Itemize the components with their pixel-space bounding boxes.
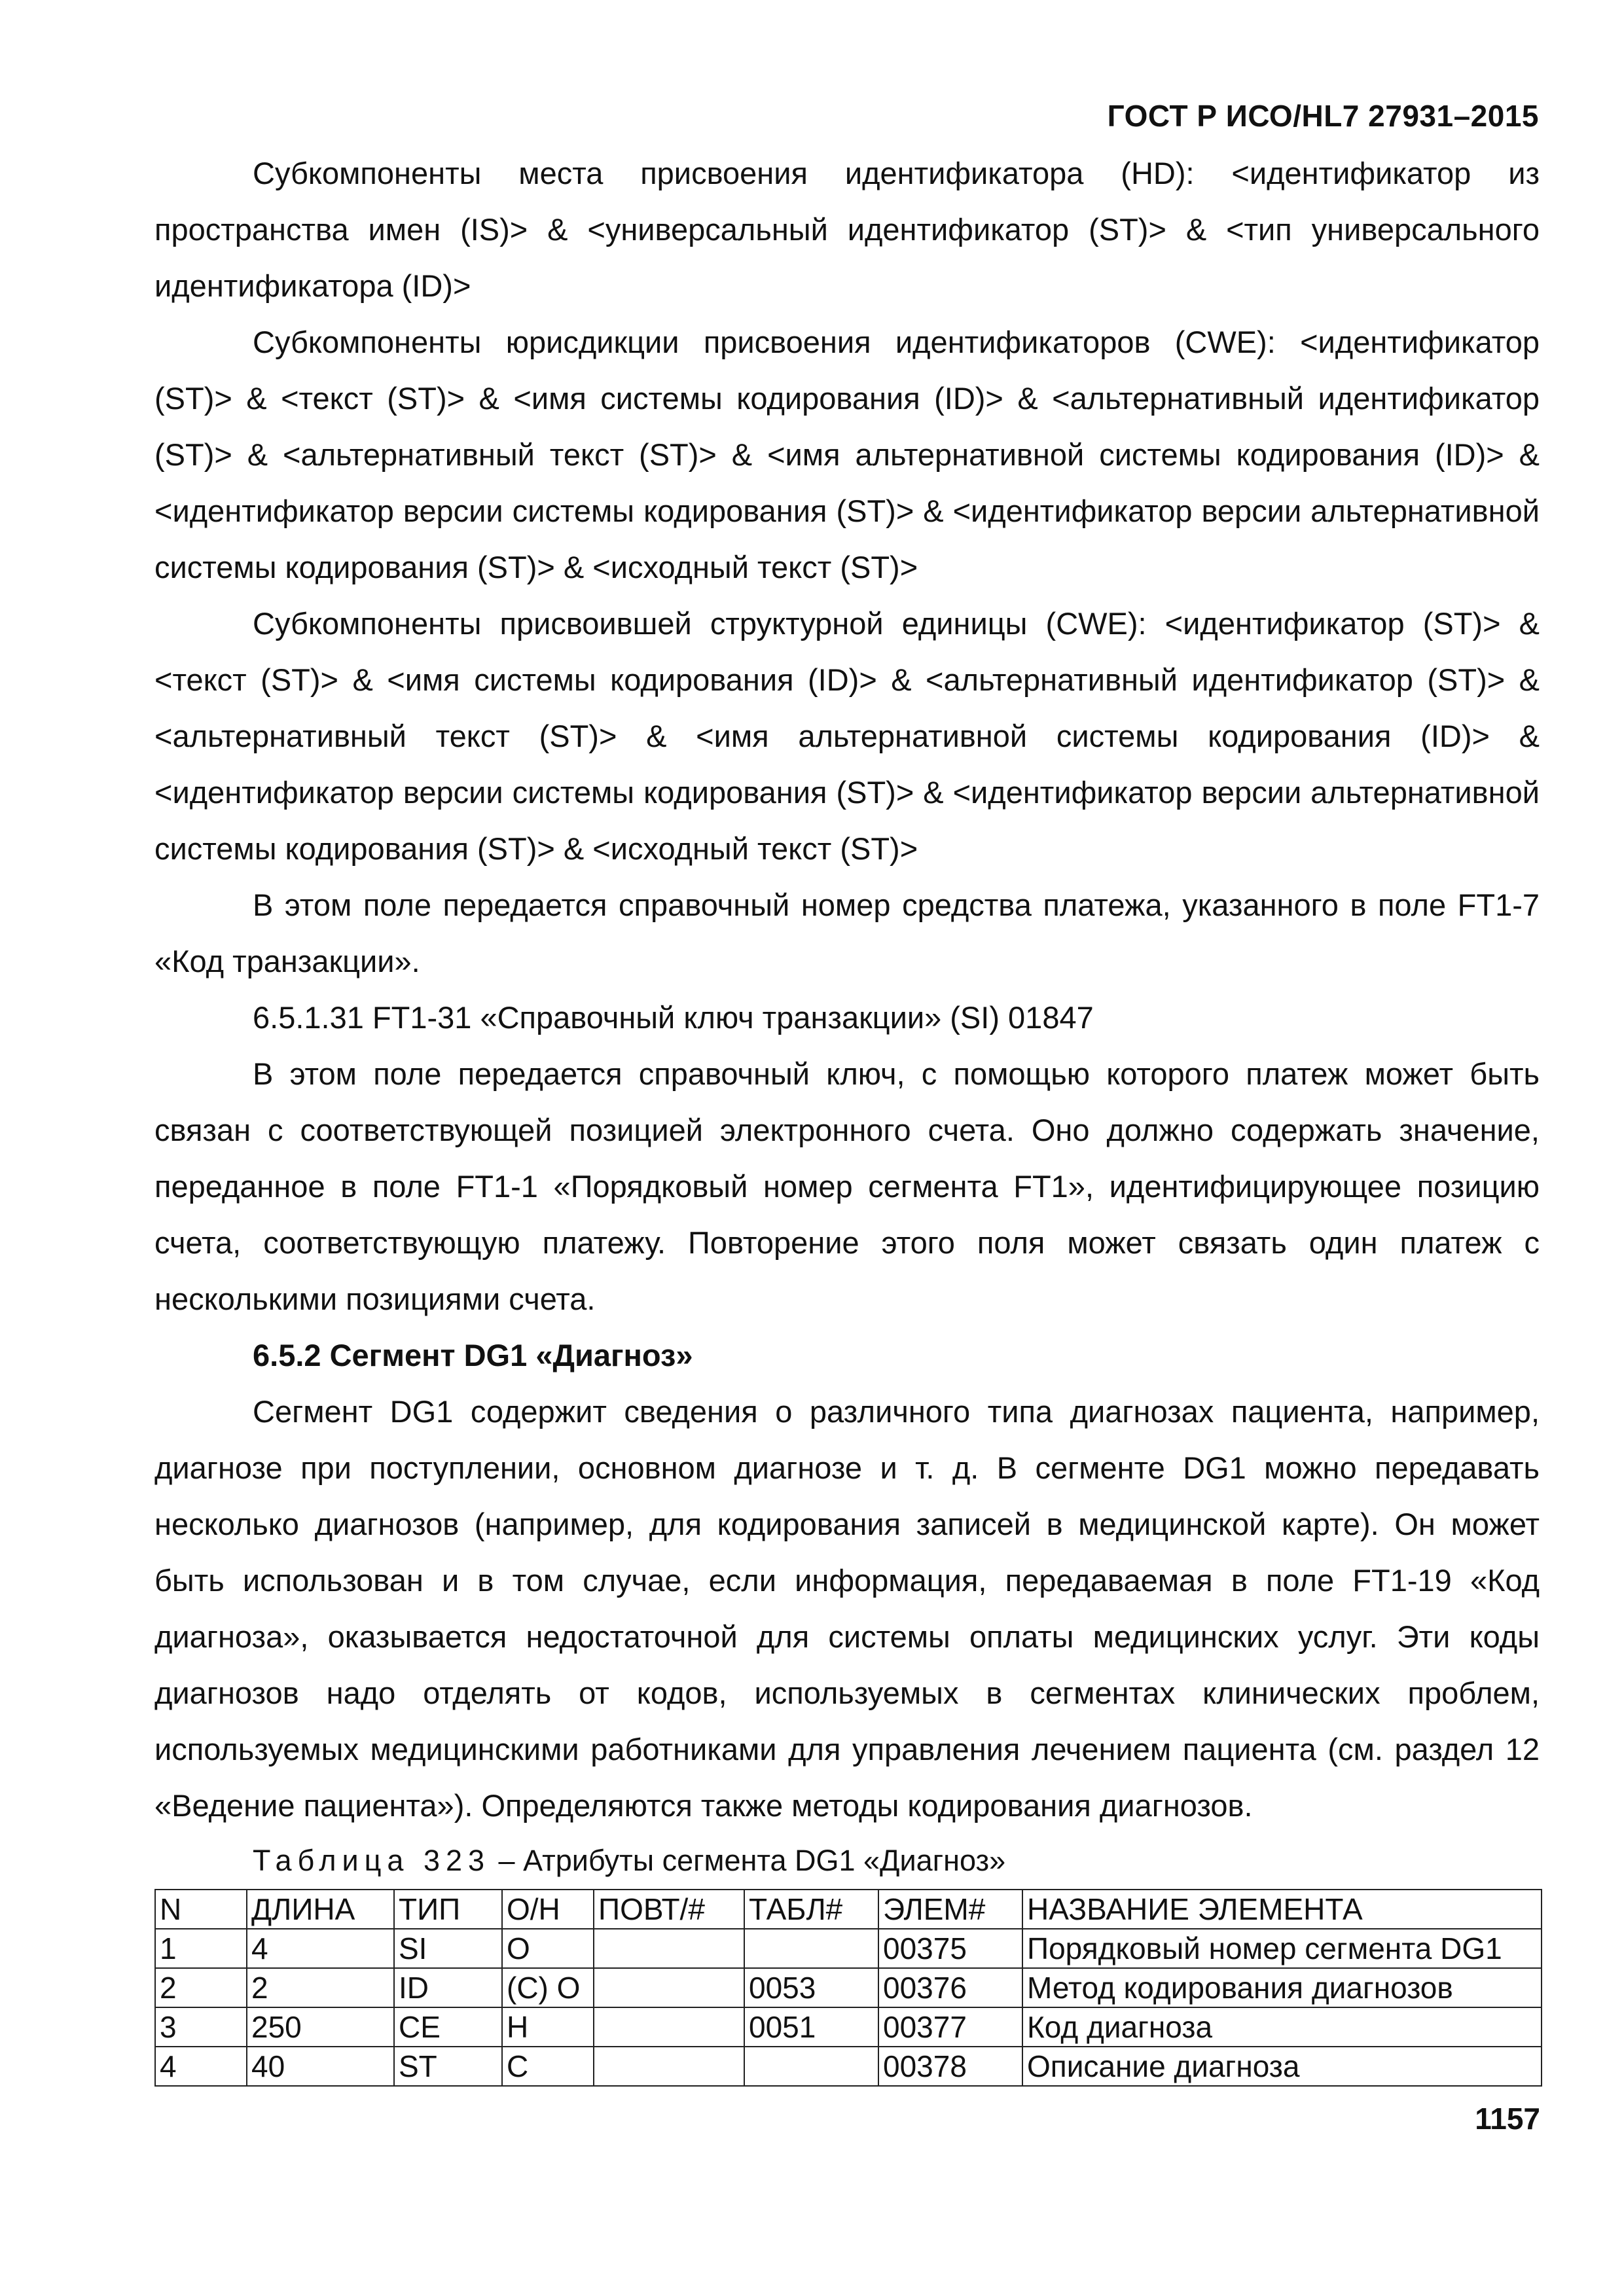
table-cell: 1 bbox=[155, 1929, 247, 1968]
table-cell: 250 bbox=[247, 2007, 394, 2047]
subsection-heading-ft1-31: 6.5.1.31 FT1-31 «Справочный ключ транзакции» (SI) 01847 bbox=[253, 1000, 1094, 1035]
paragraph-department-subcomponents: Субкомпоненты присвоившей структурной единицы (CWE): <идентификатор (ST)> & <текст (ST)> & <имя системы кодирования (ID)> & <альтернативный идентификатор (ST)> & <альтернативный текст (ST)> & <имя альтернативной системы кодирования (ID)> & <идентификатор версии системы кодирования (ST)> & <идентификатор версии альтернативной системы кодирования (ST)> & <исходный текст (ST)> bbox=[154, 606, 1540, 866]
page-number: 1157 bbox=[1475, 2102, 1540, 2136]
table-cell: Код диагноза bbox=[1022, 2007, 1542, 2047]
table-row bbox=[155, 2047, 1542, 2086]
table-cell: 2 bbox=[155, 1968, 247, 2007]
table-cell bbox=[594, 2047, 744, 2086]
paragraph-dg1-description: Сегмент DG1 содержит сведения о различного типа диагнозах пациента, например, диагнозе при поступлении, основном диагнозе и т. д. В сегменте DG1 можно передавать несколько диагнозов (например, для кодирования записей в медицинской карте). Он может быть использован и в том случае, если информация, передаваемая в поле FT1-19 «Код диагноза», оказывается недостаточной для системы оплаты медицинских услуг. Эти коды диагнозов надо отделять от кодов, используемых в сегментах клинических проблем, используемых медицинскими работниками для управления лечением пациента (см. раздел 12 «Ведение пациента»). Определяются также методы кодирования диагнозов. bbox=[154, 1394, 1540, 1823]
table-cell: C bbox=[502, 2047, 594, 2086]
table-cell bbox=[594, 1929, 744, 1968]
table-cell: H bbox=[502, 2007, 594, 2047]
table-cell bbox=[594, 2007, 744, 2047]
section-heading-dg1: 6.5.2 Сегмент DG1 «Диагноз» bbox=[253, 1338, 693, 1372]
table-cell: 4 bbox=[247, 1929, 394, 1968]
table-cell: 00377 bbox=[878, 2007, 1022, 2047]
table-cell: (C) O bbox=[502, 1968, 594, 2007]
table-row bbox=[155, 1968, 1542, 2007]
column-header-element: ЭЛЕМ# bbox=[878, 1890, 1022, 1929]
table-caption bbox=[154, 1835, 1540, 1886]
column-header-element-name: НАЗВАНИЕ ЭЛЕМЕНТА bbox=[1022, 1890, 1542, 1929]
column-header-table: ТАБЛ# bbox=[744, 1890, 878, 1929]
table-cell: CE bbox=[394, 2007, 502, 2047]
table-cell: 0051 bbox=[744, 2007, 878, 2047]
paragraph-payment-reference: В этом поле передается справочный номер средства платежа, указанного в поле FT1-7 «Код транзакции». bbox=[154, 888, 1540, 978]
column-header-repeat: ПОВТ/# bbox=[594, 1890, 744, 1929]
table-cell: 4 bbox=[155, 2047, 247, 2086]
column-header-n: N bbox=[155, 1890, 247, 1929]
table-cell: Метод кодирования диагнозов bbox=[1022, 1968, 1542, 2007]
table-cell: 40 bbox=[247, 2047, 394, 2086]
table-cell bbox=[744, 2047, 878, 2086]
paragraph-transaction-key: В этом поле передается справочный ключ, с помощью которого платеж может быть связан с соответствующей позицией электронного счета. Оно должно содержать значение, переданное в поле FT1-1 «Порядковый номер сегмента FT1», идентифицирующее позицию счета, соответствующую платежу. Повторение этого поля может связать один платеж с несколькими позициями счета. bbox=[154, 1056, 1540, 1316]
table-cell: Описание диагноза bbox=[1022, 2047, 1542, 2086]
table-header-row bbox=[155, 1890, 1542, 1929]
table-cell: 00378 bbox=[878, 2047, 1022, 2086]
page-body bbox=[154, 145, 1540, 2087]
paragraph-hd-subcomponents: Субкомпоненты места присвоения идентификатора (HD): <идентификатор из пространства имен (IS)> & <универсальный идентификатор (ST)> & <тип универсального идентификатора (ID)> bbox=[154, 156, 1540, 303]
table-cell: Порядковый номер сегмента DG1 bbox=[1022, 1929, 1542, 1968]
table-row bbox=[155, 1929, 1542, 1968]
table-caption-text: – Атрибуты сегмента DG1 «Диагноз» bbox=[490, 1844, 1006, 1877]
table-cell bbox=[594, 1968, 744, 2007]
table-cell: O bbox=[502, 1929, 594, 1968]
table-cell: 2 bbox=[247, 1968, 394, 2007]
document-standard-id: ГОСТ Р ИСО/HL7 27931–2015 bbox=[1107, 99, 1539, 133]
paragraph-jurisdiction-subcomponents: Субкомпоненты юрисдикции присвоения идентификаторов (CWE): <идентификатор (ST)> & <текст (ST)> & <имя системы кодирования (ID)> & <альтернативный идентификатор (ST)> & <альтернативный текст (ST)> & <имя альтернативной системы кодирования (ID)> & <идентификатор версии системы кодирования (ST)> & <идентификатор версии альтернативной системы кодирования (ST)> & <исходный текст (ST)> bbox=[154, 325, 1540, 584]
column-header-type: ТИП bbox=[394, 1890, 502, 1929]
dg1-attributes-table bbox=[154, 1889, 1542, 2087]
table-cell: ST bbox=[394, 2047, 502, 2086]
table-row bbox=[155, 2007, 1542, 2047]
table-cell: 00376 bbox=[878, 1968, 1022, 2007]
table-cell bbox=[744, 1929, 878, 1968]
table-cell: 0053 bbox=[744, 1968, 878, 2007]
table-cell: 3 bbox=[155, 2007, 247, 2047]
column-header-optionality: О/Н bbox=[502, 1890, 594, 1929]
table-cell: 00375 bbox=[878, 1929, 1022, 1968]
table-cell: ID bbox=[394, 1968, 502, 2007]
column-header-length: ДЛИНА bbox=[247, 1890, 394, 1929]
table-caption-label: Таблица 323 bbox=[253, 1844, 491, 1877]
table-cell: SI bbox=[394, 1929, 502, 1968]
